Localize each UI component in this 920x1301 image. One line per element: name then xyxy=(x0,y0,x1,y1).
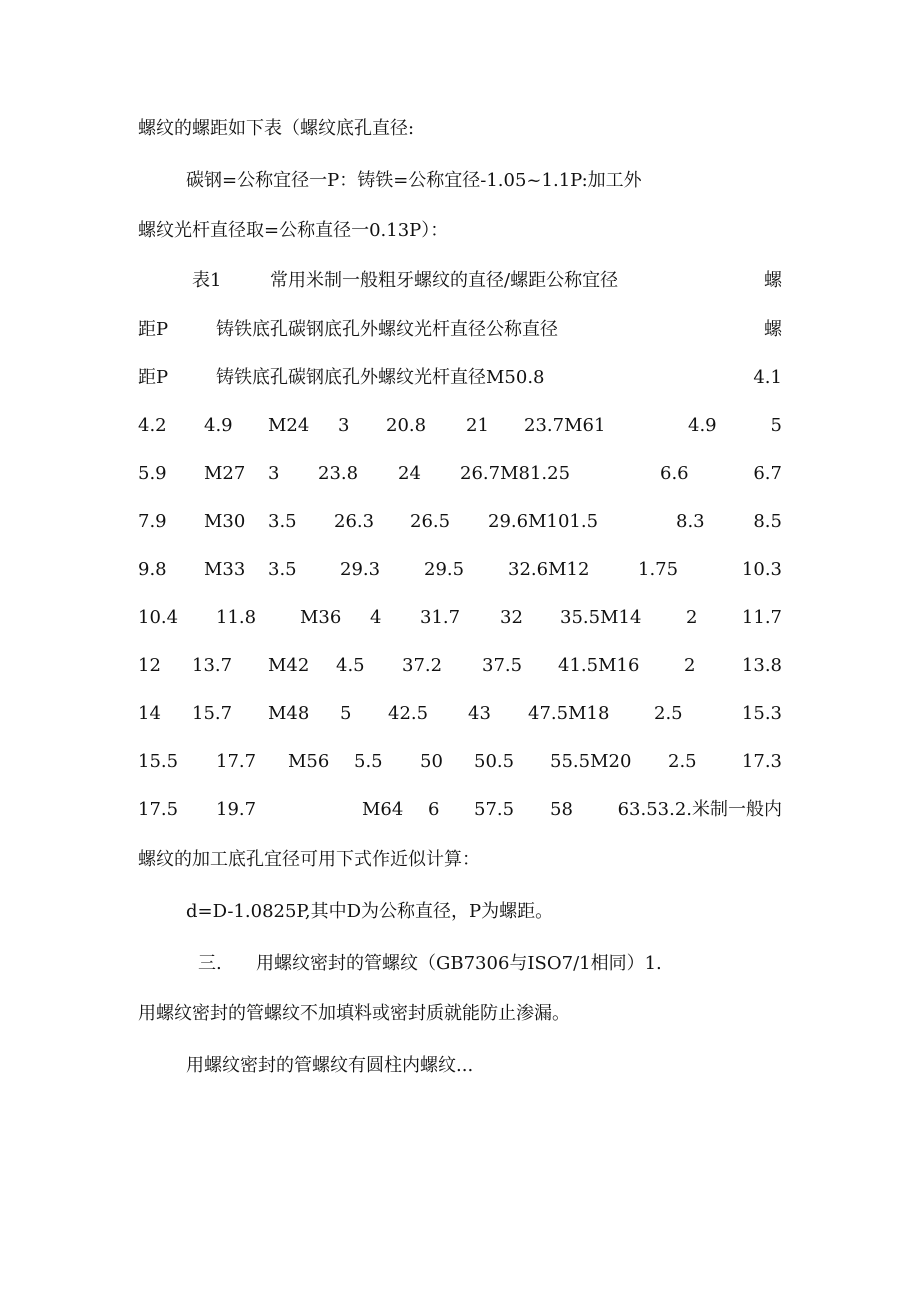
table-cell: 43 xyxy=(468,703,491,724)
table-row xyxy=(138,603,782,633)
table-cell: 29.5 xyxy=(424,559,465,580)
table-cell: 5 xyxy=(770,415,782,436)
table-cell: M42 xyxy=(268,655,310,676)
table-cell: 15.5 xyxy=(138,751,179,772)
table-cell: 19.7 xyxy=(216,799,257,820)
table-cell: 23.7M61 xyxy=(524,415,606,436)
table-cell: 12 xyxy=(138,655,161,676)
table-cell: 5.9 xyxy=(138,463,167,484)
table-cell: M33 xyxy=(204,559,246,580)
table-row xyxy=(138,699,782,729)
table-cell: 13.7 xyxy=(192,655,233,676)
table-cell: 31.7 xyxy=(420,607,461,628)
table-cell: 14 xyxy=(138,703,161,724)
header-columns-2: 铸铁底孔碳钢底孔外螺纹光杆直径M50.8 xyxy=(216,367,545,388)
header-columns: 铸铁底孔碳钢底孔外螺纹光杆直径公称直径 xyxy=(216,319,558,340)
table-cell: 32 xyxy=(500,607,523,628)
table-cell: 10.4 xyxy=(138,607,179,628)
intro-line-2: 碳钢=公称宜径一P：铸铁=公称宜径-1.05~1.1P:加工外 xyxy=(186,170,642,191)
table-cell: 7.9 xyxy=(138,511,167,532)
table-cell: 4.2 xyxy=(138,415,167,436)
table-cell: 24 xyxy=(398,463,421,484)
table-cell: 3.5 xyxy=(268,511,297,532)
table-cell: 29.6M101.5 xyxy=(488,511,599,532)
table-cell: 5 xyxy=(340,703,352,724)
table-cell: 23.8 xyxy=(318,463,359,484)
table-cell: 55.5M20 xyxy=(550,751,632,772)
table-header-line-2 xyxy=(138,315,782,345)
table-row xyxy=(138,795,782,825)
table-cell: 57.5 xyxy=(474,799,515,820)
table-cell: M30 xyxy=(204,511,246,532)
table-cell: 6.6 xyxy=(660,463,689,484)
section-3-line-3: 用螺纹密封的管螺纹有圆柱内螺纹... xyxy=(186,1055,474,1076)
table-cell: 13.8 xyxy=(741,655,782,676)
table-cell: 2 xyxy=(686,607,698,628)
table-cell: 41.5M16 xyxy=(558,655,640,676)
table-cell: 3 xyxy=(268,463,280,484)
table-cell: 17.7 xyxy=(216,751,257,772)
table-cell: 10.3 xyxy=(741,559,782,580)
intro-line-3: 螺纹光杆直径取=公称直径一0.13P）： xyxy=(138,220,449,241)
header-pitch-label-2: 距P xyxy=(138,367,169,388)
section-title: 用螺纹密封的管螺纹（GB7306与ISO7/1相同）1. xyxy=(256,953,662,974)
table-cell: 26.7M81.25 xyxy=(460,463,571,484)
formula-intro: 螺纹的加工底孔宜径可用下式作近似计算： xyxy=(138,849,480,870)
table-cell: 58 xyxy=(550,799,573,820)
table-title: 常用米制一般粗牙螺纹的直径/螺距公称宜径 xyxy=(270,270,619,291)
table-row xyxy=(138,459,782,489)
table-cell: 26.3 xyxy=(334,511,375,532)
table-cell: 37.2 xyxy=(402,655,443,676)
table-cell: 50.5 xyxy=(474,751,515,772)
table-cell: 4 xyxy=(370,607,382,628)
intro-line-1: 螺纹的螺距如下表（螺纹底孔直径: xyxy=(138,118,415,139)
table-cell: 6.7 xyxy=(753,463,782,484)
table-row xyxy=(138,651,782,681)
table-cell: 47.5M18 xyxy=(528,703,610,724)
table-cell: 32.6M12 xyxy=(508,559,590,580)
table-cell: 6 xyxy=(428,799,440,820)
table-cell: 3.5 xyxy=(268,559,297,580)
table-title-tail: 螺 xyxy=(764,270,782,291)
table-cell: 26.5 xyxy=(410,511,451,532)
table-cell: 15.7 xyxy=(192,703,233,724)
table-cell: 4.5 xyxy=(336,655,365,676)
formula-line: d=D-1.0825P,其中D为公称直径，P为螺距。 xyxy=(186,901,554,922)
table-cell: M24 xyxy=(268,415,310,436)
table-cell: 8.3 xyxy=(676,511,705,532)
header-tail-2: 4.1 xyxy=(753,367,782,388)
table-label: 表1 xyxy=(192,270,222,291)
table-cell: 37.5 xyxy=(482,655,523,676)
table-cell: 63.53.2.米制一般内 xyxy=(617,799,782,820)
table-cell: 17.5 xyxy=(138,799,179,820)
table-cell: 3 xyxy=(338,415,350,436)
section-number: 三. xyxy=(198,953,222,974)
table-header-line-3 xyxy=(138,363,782,393)
table-cell: M64 xyxy=(362,799,404,820)
header-tail: 螺 xyxy=(764,319,782,340)
table-cell: 21 xyxy=(466,415,489,436)
header-pitch-label: 距P xyxy=(138,319,169,340)
table-row xyxy=(138,507,782,537)
table-cell: 1.75 xyxy=(638,559,679,580)
table-cell: M48 xyxy=(268,703,310,724)
table-cell: 42.5 xyxy=(388,703,429,724)
table-row xyxy=(138,411,782,441)
table-cell: 15.3 xyxy=(741,703,782,724)
table-cell: 2.5 xyxy=(668,751,697,772)
table-cell: 8.5 xyxy=(753,511,782,532)
table-cell: 2.5 xyxy=(654,703,683,724)
table-cell: 11.7 xyxy=(741,607,782,628)
table-cell: M27 xyxy=(204,463,246,484)
table-cell: 9.8 xyxy=(138,559,167,580)
table-cell: 17.3 xyxy=(741,751,782,772)
table-row xyxy=(138,747,782,777)
table-cell: 11.8 xyxy=(216,607,257,628)
table-cell: 5.5 xyxy=(354,751,383,772)
section-3-heading xyxy=(138,949,782,979)
table-cell: M56 xyxy=(288,751,330,772)
table-cell: 20.8 xyxy=(386,415,427,436)
table-cell: 35.5M14 xyxy=(560,607,642,628)
table-cell: 4.9 xyxy=(688,415,717,436)
table-row xyxy=(138,555,782,585)
table-cell: 2 xyxy=(684,655,696,676)
table-cell: 50 xyxy=(420,751,443,772)
table-cell: 29.3 xyxy=(340,559,381,580)
table-title-line xyxy=(138,266,782,296)
table-cell: M36 xyxy=(300,607,342,628)
section-3-line-2: 用螺纹密封的管螺纹不加填料或密封质就能防止渗漏。 xyxy=(138,1003,570,1024)
table-cell: 4.9 xyxy=(204,415,233,436)
